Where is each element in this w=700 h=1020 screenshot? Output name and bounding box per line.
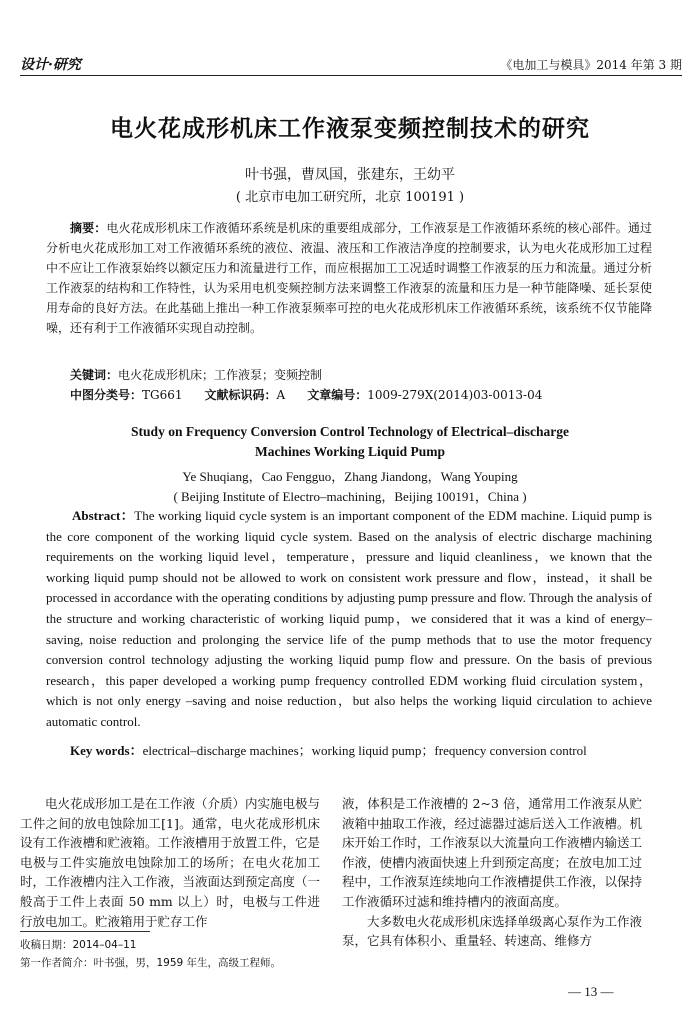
page-number: — 13 — <box>568 984 614 999</box>
english-title <box>20 422 680 462</box>
english-title-line2: Machines Working Liquid Pump <box>255 444 445 459</box>
body-paragraph: 液，体积是工作液槽的 2~3 倍，通常用工作液泵从贮液箱中抽取工作液，经过滤器过滤后送入工作液槽。机床开始工作时，工作液泵以大流量向工作液槽内输送工作液，使槽内液面快速上升到预定高度；在放电加工过程中，工作液泵连续地向工作液槽提供工作液，以保持工作液循环过滤和维持槽内的液面高度。 <box>342 796 643 909</box>
english-keywords-label: Key words： <box>70 743 143 758</box>
journal-issue: 《电加工与模具》2014 年第 3 期 <box>500 58 682 72</box>
section-label: 设计·研究 <box>20 57 81 73</box>
body-column-left <box>20 794 320 931</box>
footnote-received-date: 收稿日期：2014–04–11 <box>20 939 137 951</box>
chinese-abstract-text: 电火花成形机床工作液循环系统是机床的重要组成部分，工作液泵是工作液循环系统的核心部件。通过分析电火花成形加工对工作液循环系统的液位、液温、液压和工作液洁净度的控制要求，认为电火花成形加工过程中不应让工作液泵始终以额定压力和流量进行工作，而应根据加工工况适时调整工作液泵的压力和流量。通过分析工作液泵的结构和工作特性，认为采用电机变频控制方法来调整工作液泵的流量和压力是一种节能降噪、延长泵使用寿命的良好方法。在此基础上推出一种工作液泵频率可控的电火花成形机床工作液循环系统，该系统不仅节能降噪，还有利于工作液循环实现自动控制。 <box>46 221 652 335</box>
body-paragraph: 电火花成形加工是在工作液（介质）内实施电极与工件之间的放电蚀除加工[1]。通常，电火花成形机床设有工作液槽和贮液箱。工作液槽用于放置工件，它是电极与工件实施放电蚀除加工的场所；在电火花加工时，工作液槽内注入工作液，当液面达到预定高度（一般高于工件上表面 50 mm 以上）时，电极与工件进行放电加工。贮液箱用于贮存工作 <box>20 796 321 929</box>
chinese-keywords-label: 关键词： <box>70 368 119 382</box>
body-paragraph: 大多数电火花成形机床选择单级离心泵作为工作液泵，它具有体积小、重量轻、转速高、维修方 <box>342 913 643 949</box>
body-column-right <box>342 794 642 951</box>
english-title-line1: Study on Frequency Conversion Control Technology of Electrical–discharge <box>131 424 569 439</box>
chinese-abstract-label: 摘要： <box>70 221 107 235</box>
chinese-keywords <box>70 366 322 383</box>
page-header <box>20 50 682 76</box>
english-abstract-label: Abstract： <box>72 508 135 523</box>
english-keywords <box>70 740 587 759</box>
doc-code-label: 文献标识码： <box>204 388 277 402</box>
chinese-authors: 叶书强，曹凤国，张建东，王幼平 <box>245 167 455 183</box>
article-number-value: 1009-279X(2014)03-0013-04 <box>367 388 543 402</box>
chinese-keywords-text: 电火花成形机床；工作液泵；变频控制 <box>118 368 323 382</box>
article-number-label: 文章编号： <box>307 388 368 402</box>
chinese-affiliation: ( 北京市电加工研究所，北京 100191 ) <box>235 190 465 205</box>
class-value: TG661 <box>142 388 183 402</box>
footnote-divider <box>20 931 150 932</box>
chinese-abstract <box>46 218 652 338</box>
english-keywords-text: electrical–discharge machines；working liquid pump；frequency conversion control <box>142 743 587 758</box>
class-label: 中图分类号： <box>70 388 143 402</box>
classification-line <box>70 386 542 403</box>
doc-code-value: A <box>276 388 286 402</box>
english-authors: Ye Shuqiang，Cao Fengguo，Zhang Jiandong，Wang Youping <box>182 469 518 484</box>
chinese-title: 电火花成形机床工作液泵变频控制技术的研究 <box>110 116 590 142</box>
english-affiliation: ( Beijing Institute of Electro–machining，Beijing 100191，China ) <box>173 489 527 504</box>
english-abstract <box>46 506 652 733</box>
english-abstract-text: The working liquid cycle system is an important component of the EDM machine. Liquid pump is the core component of the working liquid cycle system. Based on the analysis of electric discharge machining requirements on the working liquid level，temperature，pressure and liquid cleanliness，we known that the working liquid pump should not be allowed to work on consistent work pressure and flow，instead，it shall be processed in accordance with the operating conditions by adjusting pump pressure and flow. Through the analysis of the structure and working characteristic of working liquid pump，we considered that it was a kind of energy–saving, noise reduction and prolonging the service life of the pump methods that to use the motor frequency conversion control technology adjusting the working liquid pump flow and pressure. On the basis of previous research，this paper developed a working pump frequency controlled EDM working fluid circulation system，which is not only energy –saving and noise reduction，but also helps the working liquid circulation to achieve automatic control. <box>46 508 652 729</box>
footnote-author-bio: 第一作者简介：叶书强，男，1959 年生，高级工程师。 <box>20 957 282 969</box>
